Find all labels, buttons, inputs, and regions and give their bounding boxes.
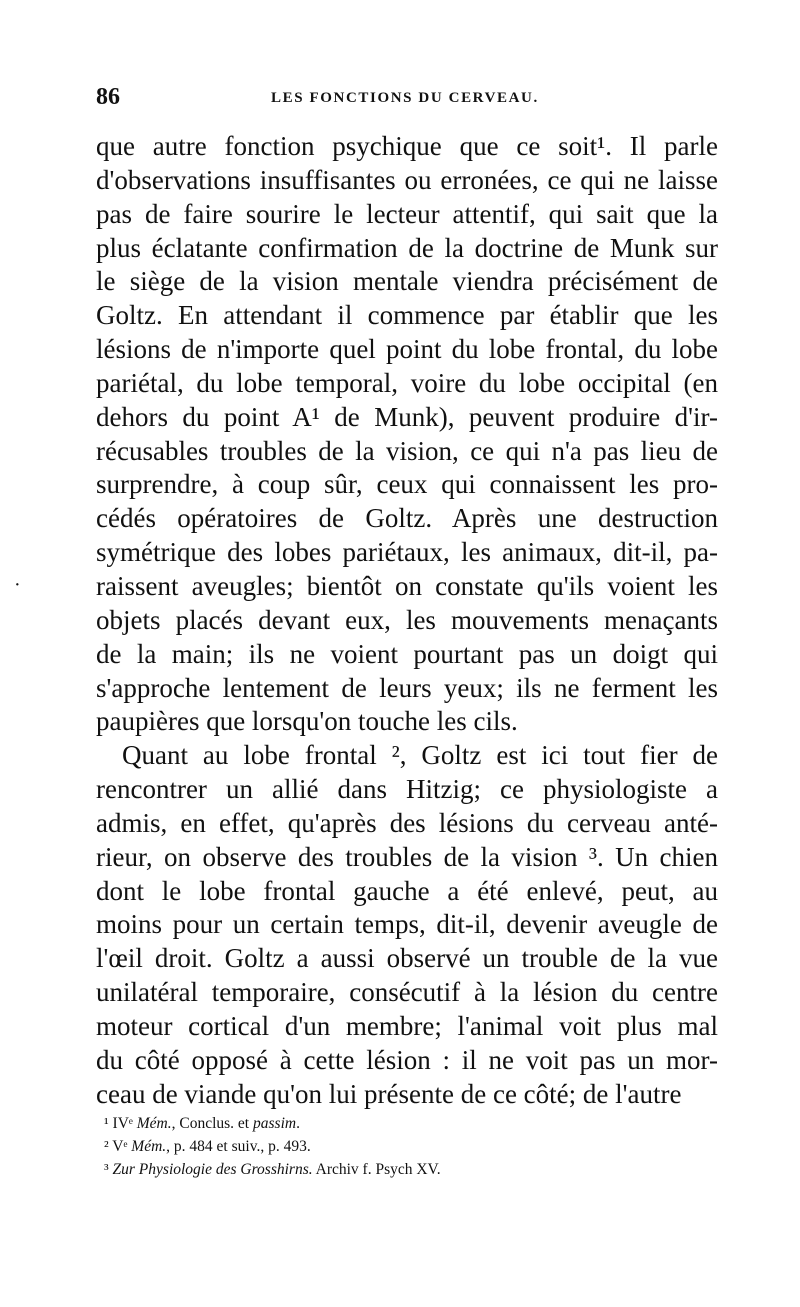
text-line: Quant au lobe frontal ², Goltz est ici tout fier de xyxy=(122,740,718,771)
page-header xyxy=(96,84,718,124)
text-line: d'observations insuffisantes ou erronées, ce qui ne laisse xyxy=(96,164,718,195)
running-title: LES FONCTIONS DU CERVEAU. xyxy=(271,90,539,106)
footnote-text: passim xyxy=(253,1115,297,1132)
footnote-text: Vᵉ xyxy=(112,1138,132,1155)
text-line: rencontrer un allié dans Hitzig; ce physiologiste a xyxy=(96,774,718,805)
footnote xyxy=(104,1158,704,1181)
footnote-text: IVᵉ xyxy=(112,1115,137,1132)
text-line: cédés opératoires de Goltz. Après une destruction xyxy=(96,503,718,534)
text-line: que autre fonction psychique que ce soit¹. Il parle xyxy=(96,131,718,161)
text-line: rieur, on observe des troubles de la vision ³. Un chien xyxy=(96,841,718,872)
footnote xyxy=(104,1135,704,1158)
text-line: récusables troubles de la vision, ce qui n'a pas lieu de xyxy=(96,435,718,466)
footnote-text: Mém. xyxy=(131,1138,167,1155)
text-line: pas de faire sourire le lecteur attentif, qui sait que la xyxy=(96,198,718,229)
text-line: surprendre, à coup sûr, ceux qui connaissent les pro- xyxy=(96,469,718,500)
footnote-text: , p. 484 et suiv., p. 493. xyxy=(166,1138,311,1155)
text-line: Goltz. En attendant il commence par établir que les xyxy=(96,300,718,331)
footnote-marker: ³ xyxy=(104,1161,113,1178)
footnote-text: Archiv f. Psych XV. xyxy=(312,1161,441,1178)
text-line: symétrique des lobes pariétaux, les animaux, dit-il, pa- xyxy=(96,537,718,568)
text-line: admis, en effet, qu'après des lésions du cerveau anté- xyxy=(96,807,718,838)
footnote-text: Zur Physiologie des Grosshirns. xyxy=(112,1161,313,1178)
footnote-text: , Conclus. et xyxy=(171,1115,253,1132)
text-line: dehors du point A¹ de Munk), peuvent produire d'ir- xyxy=(96,401,718,432)
text-line: objets placés devant eux, les mouvements menaçants xyxy=(96,604,718,635)
text-line: pariétal, du lobe temporal, voire du lobe occipital (en xyxy=(96,367,718,398)
text-line: unilatéral temporaire, consécutif à la lésion du centre xyxy=(96,977,718,1008)
footnote xyxy=(104,1112,704,1135)
footnote-marker: ² xyxy=(104,1138,113,1155)
text-line: paupières que lorsqu'on touche les cils. xyxy=(96,706,518,737)
body-text xyxy=(96,130,718,1111)
text-line: de la main; ils ne voient pourtant pas un doigt qui xyxy=(96,638,718,669)
margin-mark: · xyxy=(14,574,21,596)
text-line: moteur cortical d'un membre; l'animal voit plus mal xyxy=(96,1010,718,1041)
footnote-marker: ¹ xyxy=(104,1115,113,1132)
text-line: raissent aveugles; bientôt on constate qu'ils voient les xyxy=(96,570,718,601)
text-line: s'approche lentement de leurs yeux; ils ne ferment les xyxy=(96,672,718,703)
text-line: lésions de n'importe quel point du lobe frontal, du lobe xyxy=(96,334,718,365)
text-line: l'œil droit. Goltz a aussi observé un trouble de la vue xyxy=(96,943,718,974)
text-line: le siège de la vision mentale viendra précisément de xyxy=(96,266,718,297)
footnote-text: Mém. xyxy=(136,1115,172,1132)
text-line: moins pour un certain temps, dit-il, devenir aveugle de xyxy=(96,909,718,940)
text-line: plus éclatante confirmation de la doctrine de Munk sur xyxy=(96,232,718,263)
text-line: dont le lobe frontal gauche a été enlevé, peut, au xyxy=(96,875,718,906)
text-line: du côté opposé à cette lésion : il ne voit pas un mor- xyxy=(96,1044,718,1075)
footnotes xyxy=(104,1112,704,1181)
footnote-text: . xyxy=(296,1115,300,1132)
text-line: ceau de viande qu'on lui présente de ce côté; de l'autre xyxy=(96,1078,682,1109)
page-number: 86 xyxy=(96,84,120,110)
